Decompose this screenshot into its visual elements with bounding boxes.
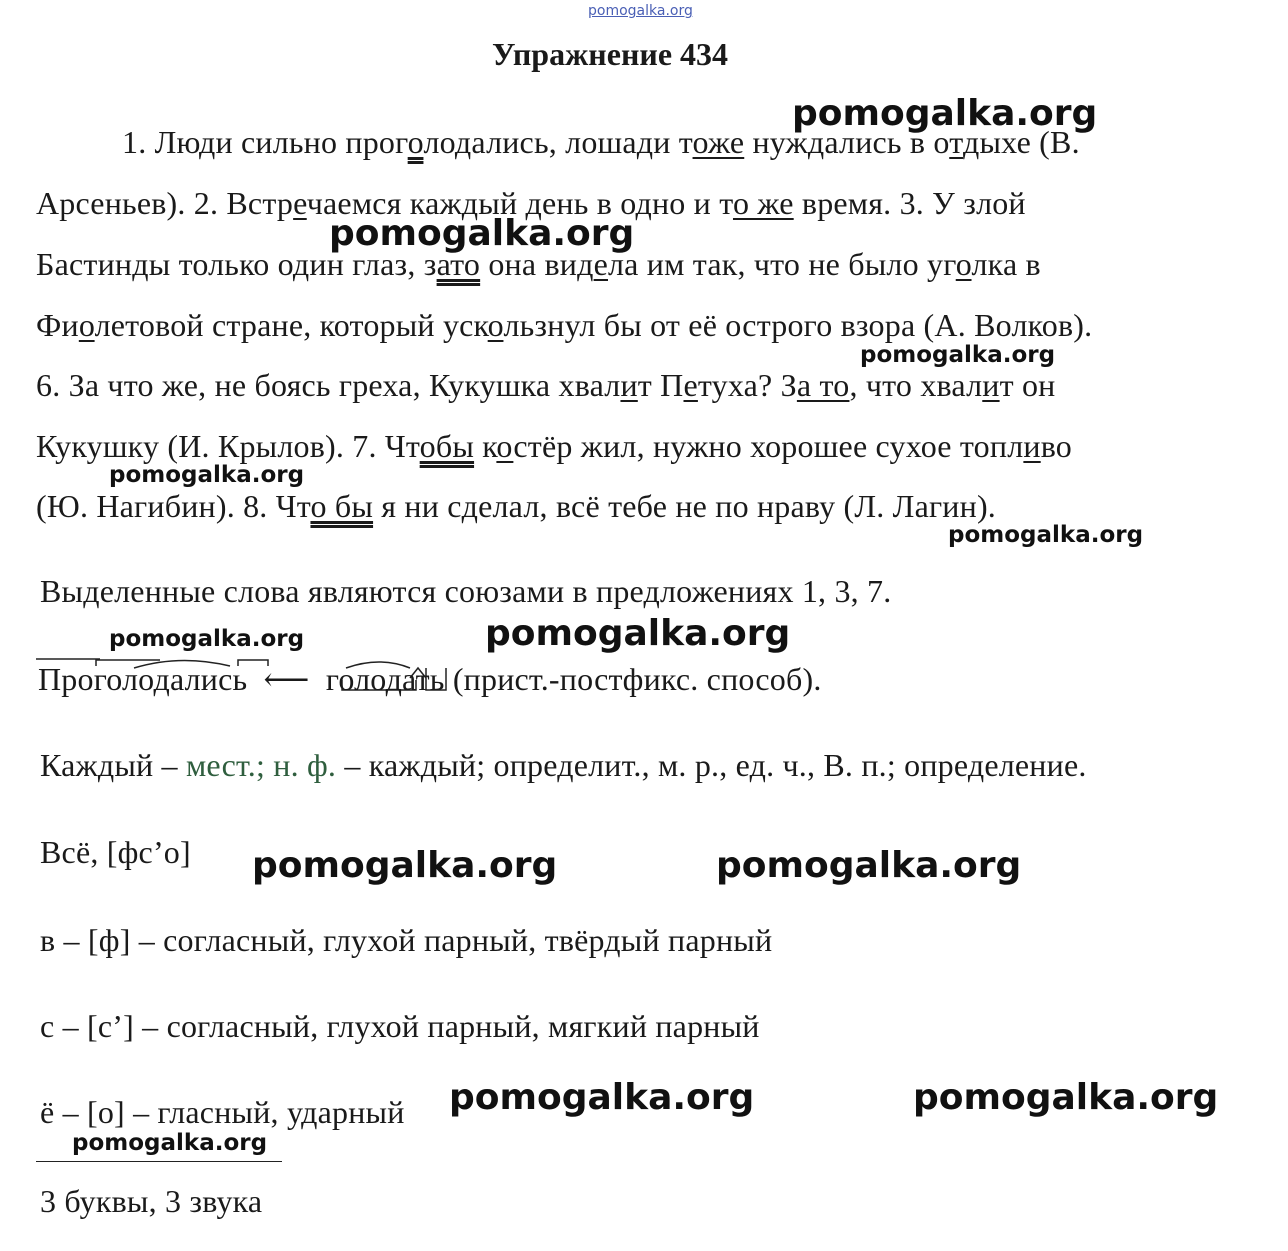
- text-part: Бастинды только один глаз, з: [36, 246, 437, 282]
- phonetic-header: Всё, [фс’о]: [40, 834, 191, 870]
- underlined-part: о: [496, 428, 514, 464]
- watermark: pomogalka.org: [485, 613, 791, 654]
- watermark: pomogalka.org: [449, 1077, 755, 1118]
- text-part: я ни сделал, всё тебе не по нраву (Л. Лагин).: [373, 488, 997, 524]
- underlined-part: оже: [692, 124, 745, 160]
- exercise-line-5: [36, 367, 1056, 404]
- formation-method: (прист.-постфикс. способ).: [452, 661, 822, 697]
- underlined-part: обы: [419, 428, 475, 464]
- underlined-part: о же: [732, 185, 794, 221]
- watermark: pomogalka.org: [948, 522, 1144, 548]
- watermark: pomogalka.org: [329, 213, 635, 254]
- exercise-line-7: [36, 488, 996, 525]
- watermark: pomogalka.org: [252, 845, 558, 886]
- watermark: pomogalka.org: [860, 342, 1056, 368]
- text-part: Арсеньев). 2. Встр: [36, 185, 294, 221]
- watermark: pomogalka.org: [109, 626, 305, 652]
- underlined-part: о: [487, 307, 504, 343]
- word-formation: [38, 660, 822, 698]
- watermark: pomogalka.org: [792, 93, 1098, 134]
- underlined-part: и: [982, 367, 1000, 403]
- text-part: (Ю. Нагибин). 8. Чт: [36, 488, 311, 524]
- text-part: она вид: [480, 246, 594, 282]
- derived-word: Проголодались: [38, 661, 248, 697]
- watermark: pomogalka.org: [716, 845, 1022, 886]
- text-part: лодались, лошади т: [423, 124, 693, 160]
- text-part: дыхе (В.: [962, 124, 1080, 160]
- text-part: нуждались в о: [744, 124, 950, 160]
- text-part: лка в: [971, 246, 1041, 282]
- morph-pos: мест.; н. ф.: [185, 747, 337, 783]
- text-part: льзнул бы от её острого взора (А. Волков).: [503, 307, 1093, 343]
- watermark: pomogalka.org: [109, 462, 305, 488]
- summary-divider: [36, 1161, 282, 1162]
- source-link[interactable]: pomogalka.org: [588, 3, 693, 19]
- exercise-line-4: [36, 307, 1092, 344]
- text-part: 6. За что же, не боясь греха, Кукушка хвал: [36, 367, 621, 403]
- text-part: во: [1040, 428, 1072, 464]
- underlined-part: о: [407, 124, 424, 160]
- underlined-part: и: [620, 367, 638, 403]
- phonetic-line: с – [с’] – согласный, глухой парный, мягкий парный: [40, 1008, 760, 1044]
- text-part: т П: [637, 367, 684, 403]
- underlined-part: е: [293, 185, 307, 221]
- text-part: туха? З: [697, 367, 797, 403]
- underlined-part: о: [955, 246, 972, 282]
- text-part: время. 3. У злой: [793, 185, 1026, 221]
- underlined-part: е: [593, 246, 608, 282]
- phonetic-summary: 3 буквы, 3 звука: [40, 1183, 263, 1219]
- morphology-line: [40, 747, 1087, 784]
- underlined-part: а то: [796, 367, 850, 403]
- underlined-part: о бы: [310, 488, 374, 524]
- watermark: pomogalka.org: [913, 1077, 1219, 1118]
- morph-word: Каждый –: [40, 747, 186, 783]
- text-part: , что хвал: [849, 367, 983, 403]
- underlined-part: и: [1023, 428, 1041, 464]
- arrow-icon: ⟵: [263, 661, 310, 697]
- text-part: чаемся каждый день в одно и т: [306, 185, 733, 221]
- morph-rest: – каждый; определит., м. р., ед. ч., В. п.; определение.: [336, 747, 1087, 783]
- phonetic-line: в – [ф] – согласный, глухой парный, твёрдый парный: [40, 922, 773, 958]
- watermark: pomogalka.org: [72, 1130, 268, 1156]
- exercise-line-6: [36, 428, 1072, 465]
- underlined-part: ато: [436, 246, 481, 282]
- underlined-part: е: [683, 367, 698, 403]
- text-part: 1. Люди сильно прог: [122, 124, 408, 160]
- text-part: Кукушку (И. Крылов). 7. Чт: [36, 428, 420, 464]
- page-title: Упражнение 434: [492, 36, 729, 72]
- underlined-part: т: [949, 124, 963, 160]
- text-part: стёр жил, нужно хорошее сухое топл: [513, 428, 1024, 464]
- phonetic-line: ё – [о] – гласный, ударный: [40, 1094, 405, 1130]
- text-part: т он: [999, 367, 1056, 403]
- conjunctions-note: Выделенные слова являются союзами в предложениях 1, 3, 7.: [40, 573, 892, 609]
- text-part: к: [474, 428, 497, 464]
- text-part: летовой стране, который уск: [94, 307, 488, 343]
- base-word: голодать: [325, 661, 445, 697]
- text-part: ла им так, что не было уг: [608, 246, 956, 282]
- underlined-part: о: [78, 307, 95, 343]
- text-part: Фи: [36, 307, 79, 343]
